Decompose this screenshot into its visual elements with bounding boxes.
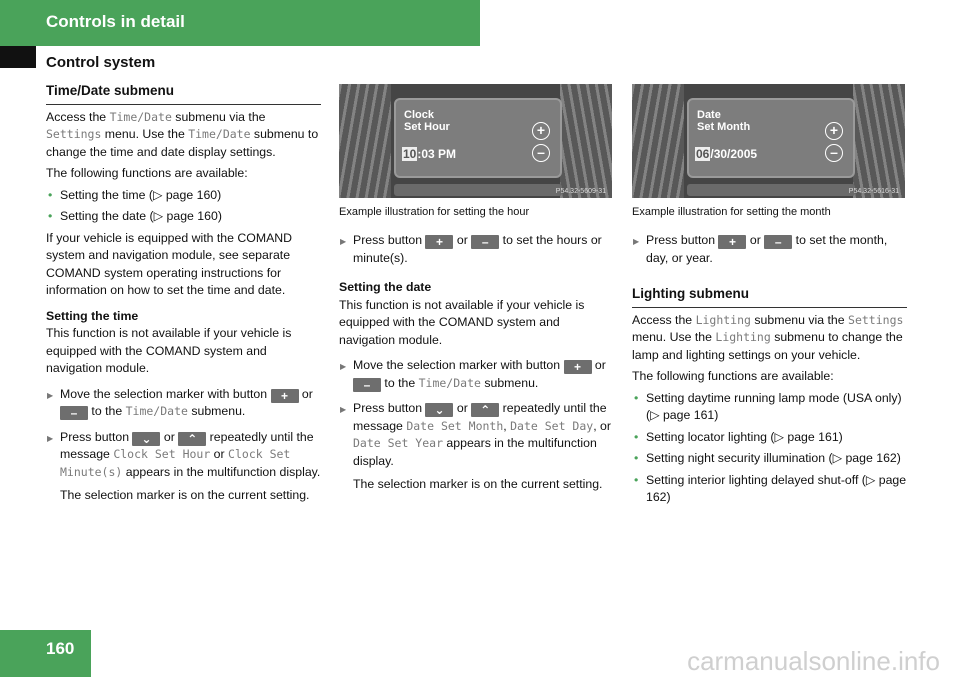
step-set-hours: ▶ Press button + or – to set the hours or minute(s). (339, 232, 614, 267)
step-press-button: ▶ Press button ⌄ or ⌃ repeatedly until the message Clock Set Hour or Clock Set Minute(s) appears in the multifunction display. (46, 429, 321, 482)
step-move-marker-date: ▶ Move the selection marker with button + or – to the Time/Date submenu. (339, 357, 614, 392)
step-press-date: ▶ Press button ⌄ or ⌃ repeatedly until the message Date Set Month, Date Set Day, or Date Set Year appears in the multifunction display. (339, 400, 614, 470)
plus-circle-icon: + (825, 122, 843, 140)
hour-caption: Example illustration for setting the hour (339, 206, 530, 218)
multifunction-display: Date Set Month 06/30/2005 + – (687, 98, 855, 178)
page-number: 160 (46, 639, 75, 658)
watermark: carmanualsonline.info (687, 646, 940, 676)
up-button-icon: ⌄ (132, 432, 160, 446)
chapter-header (0, 0, 480, 46)
bullet-setting-date[interactable]: • Setting the date (▷ page 160) (46, 208, 321, 226)
photo-code: P54.32-5609-31 (555, 188, 606, 195)
section-marker (0, 46, 36, 68)
section-title: Control system (46, 54, 156, 71)
minus-circle-icon: – (825, 144, 843, 162)
minus-button-icon: – (471, 235, 499, 249)
plus-button-icon: + (564, 360, 592, 374)
minus-circle-icon: – (532, 144, 550, 162)
column-1 (46, 82, 321, 505)
setting-time-heading: Setting the time (46, 308, 139, 323)
step-move-marker: ▶ Move the selection marker with button + or – to the Time/Date submenu. (46, 386, 321, 421)
setting-time-note: This function is not available if your vehicle is equipped with the COMAND system and navigation module. (46, 326, 292, 375)
column-2 (339, 232, 614, 494)
functions-intro: The following functions are available: (46, 166, 248, 180)
selection-note: The selection marker is on the current setting. (60, 488, 310, 502)
month-caption: Example illustration for setting the month (632, 206, 831, 218)
plus-button-icon: + (425, 235, 453, 249)
down-button-icon: ⌃ (471, 403, 499, 417)
minus-button-icon: – (353, 378, 381, 392)
lighting-heading: Lighting submenu (632, 285, 907, 308)
multifunction-display: Clock Set Hour 10:03 PM + – (394, 98, 562, 178)
month-display-illustration (632, 84, 905, 198)
lighting-functions-intro: The following functions are available: (632, 369, 834, 383)
comand-note: If your vehicle is equipped with the COMAND system and navigation module, see separate COMAND system operating instructions for information on how to set the time and date. (46, 230, 293, 297)
plus-button-icon: + (718, 235, 746, 249)
plus-circle-icon: + (532, 122, 550, 140)
bullet-night-security[interactable]: • Setting night security illumination (▷ page 162) (632, 450, 907, 468)
down-button-icon: ⌃ (178, 432, 206, 446)
minus-button-icon: – (764, 235, 792, 249)
minus-button-icon: – (60, 406, 88, 420)
plus-button-icon: + (271, 389, 299, 403)
bullet-locator-lighting[interactable]: • Setting locator lighting (▷ page 161) (632, 429, 907, 447)
up-button-icon: ⌄ (425, 403, 453, 417)
column-3 (632, 232, 907, 511)
setting-date-heading: Setting the date (339, 280, 432, 294)
bullet-daytime-running[interactable]: • Setting daytime running lamp mode (USA only) (▷ page 161) (632, 390, 907, 425)
bullet-interior-lighting[interactable]: • Setting interior lighting delayed shut-off (▷ page 162) (632, 472, 907, 507)
chapter-title: Controls in detail (46, 12, 185, 31)
bullet-setting-time[interactable]: • Setting the time (▷ page 160) (46, 187, 321, 205)
selection-note-date: The selection marker is on the current setting. (353, 477, 603, 491)
step-set-month: ▶ Press button + or – to set the month, day, or year. (632, 232, 907, 267)
time-date-heading: Time/Date submenu (46, 82, 321, 105)
setting-date-note: This function is not available if your vehicle is equipped with the COMAND system and navigation module. (339, 297, 585, 347)
photo-code: P54.32-5616-31 (848, 188, 899, 195)
lighting-intro: Access the Lighting submenu via the Settings menu. Use the Lighting submenu to change the lamp and lighting settings on your vehicle. (632, 312, 904, 362)
time-date-intro: Access the Time/Date submenu via the Settings menu. Use the Time/Date submenu to change the time and date display settings. (46, 109, 319, 159)
hour-display-illustration (339, 84, 612, 198)
